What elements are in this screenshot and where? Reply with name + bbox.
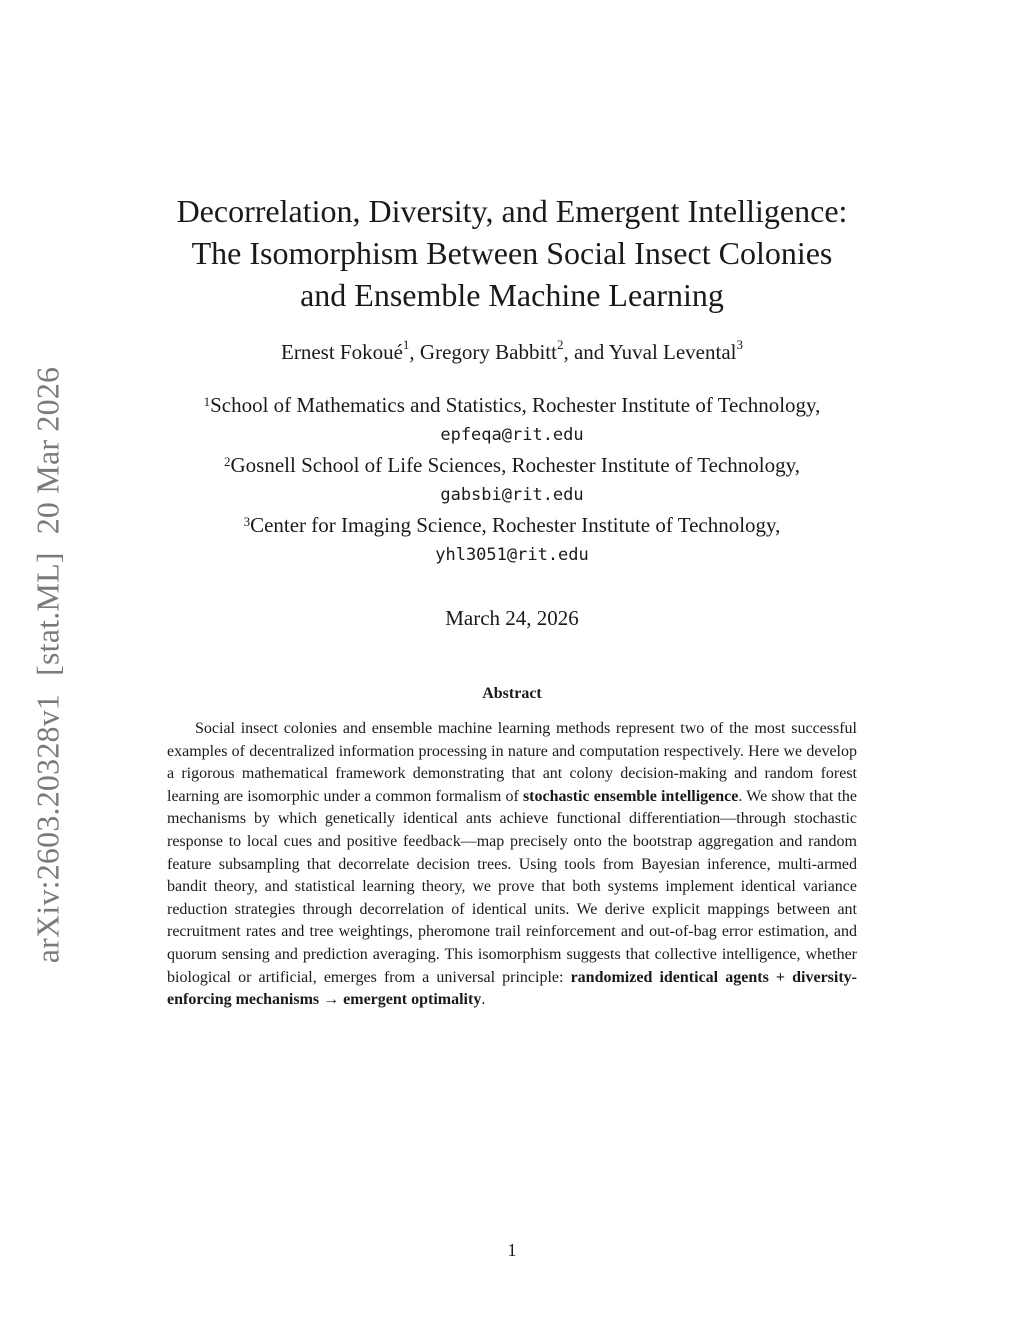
affil-mark: 1 <box>203 394 211 409</box>
author-affil-mark: 2 <box>556 337 564 352</box>
affiliation <box>100 450 924 480</box>
author-separator: , and <box>563 340 609 364</box>
paper-date: March 24, 2026 <box>445 606 579 630</box>
author-name: Gregory Babbitt <box>419 340 557 364</box>
author-name: Ernest Fokoué <box>281 340 403 364</box>
paper-title <box>100 190 924 316</box>
abstract-text: Social insect colonies and ensemble machine learning methods represent two of the most successful examples of decentralized information processing in nature and computation respectively. Here we develop a rigorous mathematical framework demonstrating that ant colony decision-making and random forest learning are isomorphic under a common formalism of <box>167 720 857 805</box>
affiliations <box>100 390 924 570</box>
affil-text: Center for Imaging Science, Rochester Institute of Technology, <box>250 513 781 537</box>
author-separator: , <box>409 340 420 364</box>
arxiv-id: arXiv:2603.20328v1 <box>29 693 66 964</box>
affil-mark: 2 <box>224 454 231 469</box>
abstract-text: . We show that the mechanisms by which genetically identical ants achieve functional differentiation—through stochastic response to local cues and positive feedback—map precisely onto the bootstrap aggregation and random feature subsampling that decorrelate decision trees. Using tools from Bayesian inference, multi-armed bandit theory, and statistical learning theory, we prove that both systems implement identical variance reduction strategies through decorrelation of identical units. We derive explicit mappings between ant recruitment rates and tree weightings, pheromone trail reinforcement and out-of-bag error estimation, and quorum sensing and prediction averaging. This isomorphism suggests that collective intelligence, whether biological or artificial, emerges from a universal principle: <box>167 787 857 986</box>
arxiv-sidebar-stamp <box>28 355 68 975</box>
affil-email: yhl3051@rit.edu <box>435 545 589 565</box>
title-line: and Ensemble Machine Learning <box>300 277 724 313</box>
author-name: Yuval Levental <box>608 340 737 364</box>
affil-text: Gosnell School of Life Sciences, Rochester Institute of Technology, <box>230 453 800 477</box>
abstract-text: . <box>481 991 486 1009</box>
abstract-body <box>167 718 857 1012</box>
affiliation <box>100 390 924 420</box>
author-affil-mark: 3 <box>736 337 743 352</box>
abstract-heading: Abstract <box>482 685 542 702</box>
abstract-emphasis: stochastic ensemble intelligence <box>522 787 739 805</box>
affil-email: gabsbi@rit.edu <box>440 485 584 505</box>
abstract-paragraph <box>167 718 857 1012</box>
abstract-emphasis: randomized identical agents + diversity-enforcing mechanisms → emergent optimality <box>167 968 858 1009</box>
author-affil-mark: 1 <box>402 337 410 352</box>
arxiv-date: 20 Mar 2026 <box>29 366 66 535</box>
page-number: 1 <box>507 1240 517 1260</box>
author-list <box>100 337 924 365</box>
title-line: The Isomorphism Between Social Insect Colonies <box>191 235 833 271</box>
affiliation <box>100 510 924 540</box>
title-line: Decorrelation, Diversity, and Emergent Intelligence: <box>176 193 848 229</box>
affil-mark: 3 <box>243 514 251 529</box>
arxiv-category: [stat.ML] <box>29 552 66 676</box>
affil-email: epfeqa@rit.edu <box>440 425 584 445</box>
arxiv-stamp-text <box>30 367 67 963</box>
affil-text: School of Mathematics and Statistics, Rochester Institute of Technology, <box>210 393 821 417</box>
